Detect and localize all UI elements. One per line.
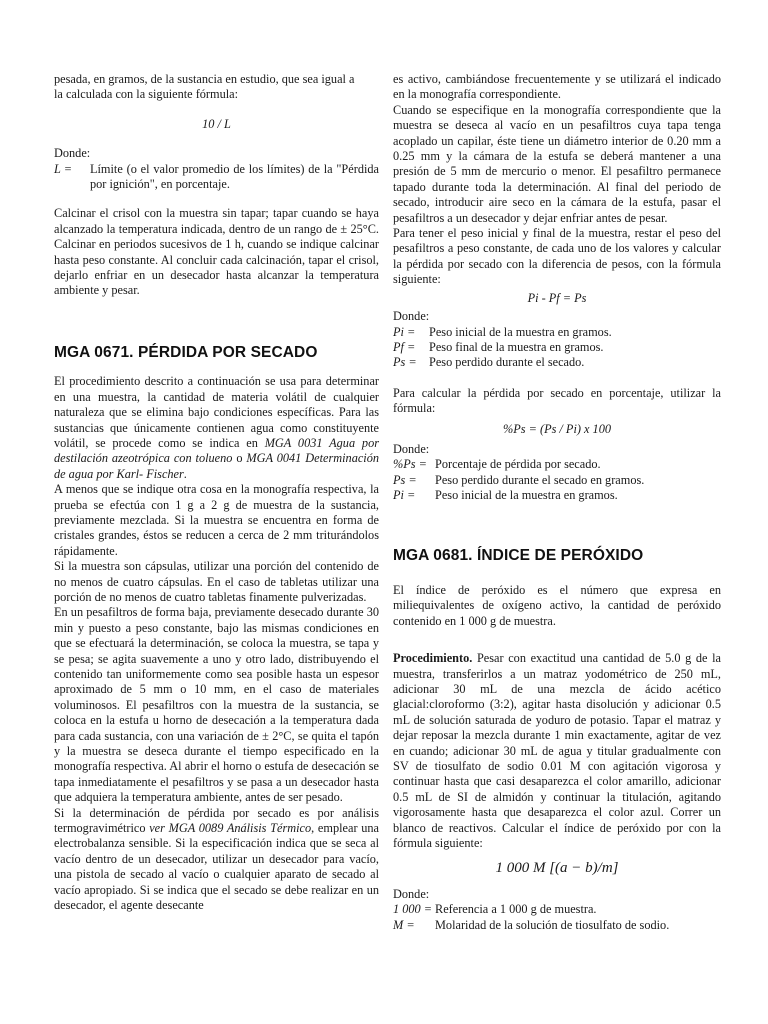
- section-heading-indice-peroxido: MGA 0681. ÍNDICE DE PERÓXIDO: [393, 546, 644, 564]
- paragraph-text: o: [232, 451, 247, 466]
- definition-symbol: Pf =: [393, 339, 416, 354]
- reference-mga-0031: MGA 0031 Agua por destilación azeotrópica con tolueno: [54, 435, 380, 466]
- reference-mga-0041: MGA 0041 Determinación de agua por Karl- Fischer: [54, 451, 380, 481]
- definition-symbol: Ps =: [393, 355, 417, 370]
- definition-row: [393, 918, 721, 933]
- definition-symbol: 1 000 =: [393, 902, 433, 917]
- right-column: [393, 72, 721, 933]
- definition-row: [393, 340, 721, 355]
- paragraph-muestra: A menos que se indique otra cosa en la monografía respectiva, la prueba se efectúa con 1 g a 2 g de muestra de la sustancia, previamente mezclada. Si la muestra se encuentra en forma de cristales grandes, éstos se reducen a cerca de 2 mm triturándolos rápidamente.: [54, 482, 379, 558]
- definition-row: [393, 902, 721, 917]
- definition-row: [393, 325, 721, 340]
- paragraph-pesafiltros: En un pesafiltros de forma baja, previamente desecado durante 30 min y puesto a peso constante, bajo las mismas condiciones en que se efectuará la determinación, se coloca la muestra, se tapa y se pesa; se agita suavemente a uno y otro lado, distribuyendo el contenido tan uniformemente como sea posible hasta un espesor aproximado de 5 mm o 10 mm, en el caso de materiales voluminosos. El pesafiltros con la muestra de la sustancia, se coloca en la estufa u horno de desecación a la temperatura dada para cada sustancia, con una variación de ± 2°C, se quita el tapón y la muestra se deseca durante el tiempo especificado en la monografía respectiva. Al abrir el horno o estufa de desecación se tapa inmediatamente el pesafiltros y se pasa a un desecador hasta que adquiera la temperatura ambiente, antes de ser pesado.: [54, 605, 379, 805]
- paragraph-procedimiento-peroxido: [393, 651, 721, 851]
- paragraph-text: , emplear una electrobalanza sensible. Si la especificación indica que se seca al vacío dentro de un desecador, utilizar un desecador para vacío, una pistola de secado al vacío o cualquier aparato de secado al vacío apropiado. Si se indica que el secado se debe realizar en un desecador, el agente desecante: [54, 821, 379, 913]
- definition-text: Peso perdido durante el secado en gramos.: [435, 472, 645, 487]
- donde-label: Donde:: [54, 146, 91, 161]
- left-column: [54, 72, 379, 914]
- paragraph-vacio: Cuando se especifique en la monografía correspondiente que la muestra se deseca al vacío en un pesafiltros cuya tapa tenga acoplado un capilar, éste tiene un diámetro interior de 0.20 mm a 0.25 mm y la cámara de la estufa se deberá mantener a una presión de 5 mm de mercurio o menor. El pesafiltro permanece tapado durante toda la determinación. Al final del periodo de secado, introducir aire seco en la cámara de la estufa, pasar el pesafiltros a un desecador y dejar enfriar antes de pesar.: [393, 102, 721, 225]
- definition-symbol: Pi =: [393, 324, 416, 339]
- definition-text: Peso inicial de la muestra en gramos.: [435, 488, 618, 503]
- definition-limit: [54, 162, 379, 193]
- reference-mga-0089: ver MGA 0089 Análisis Térmico: [149, 821, 312, 836]
- definitions-list-1: [393, 325, 721, 371]
- intro-line-2: la calculada con la siguiente fórmula:: [54, 87, 239, 102]
- definition-text: Peso inicial de la muestra en gramos.: [429, 324, 612, 339]
- formula-indice-peroxido: 1 000 M [(a − b)/m]: [495, 860, 619, 877]
- definition-symbol: %Ps =: [393, 457, 427, 472]
- paragraph-porcentaje: Para calcular la pérdida por secado en porcentaje, utilizar la fórmula:: [393, 385, 721, 416]
- paragraph-procedimiento: [54, 374, 379, 482]
- definition-text: Peso perdido durante el secado.: [429, 355, 585, 370]
- definitions-list-2: [393, 457, 721, 503]
- donde-label: Donde:: [393, 309, 430, 324]
- donde-label: Donde:: [393, 441, 430, 456]
- procedimiento-label: Procedimiento.: [393, 651, 473, 666]
- section-heading-perdida-secado: MGA 0671. PÉRDIDA POR SECADO: [54, 343, 318, 361]
- paragraph-capsulas: Si la muestra son cápsulas, utilizar una porción del contenido de no menos de cuatro cápsulas. En el caso de tabletas utilizar una porción de no menos de cuatro tabletas finamente pulverizadas.: [54, 559, 379, 604]
- paragraph-peso: Para tener el peso inicial y final de la muestra, restar el peso del pesafiltros a peso constante, de cada uno de los valores y calcular la pérdida por secado con la diferencia de pesos, con la fórmula siguiente:: [393, 226, 721, 287]
- formula-peso-perdido: Pi - Pf = Ps: [527, 290, 587, 305]
- definition-row: [393, 457, 721, 472]
- continued-paragraph: es activo, cambiándose frecuentemente y se utilizará el indicado en la monografía correspondiente.: [393, 72, 721, 102]
- definition-row: [393, 355, 721, 370]
- calcinar-paragraph: Calcinar el crisol con la muestra sin tapar; tapar cuando se haya alcanzado la temperatura indicada, dentro de un rango de ± 25°C. Calcinar en periodos sucesivos de 1 h, cuando se indique calcinar hasta peso constante. Al concluir cada calcinación, tapar el crisol, dejarlo enfriar en un desecador hasta alcanzar la temperatura ambiente y pesar.: [54, 206, 379, 298]
- paragraph-termogravimetrico: [54, 806, 379, 914]
- formula-porcentaje: %Ps = (Ps / Pi) x 100: [502, 421, 612, 436]
- formula-limit: 10 / L: [202, 116, 231, 131]
- definition-row: [393, 473, 721, 488]
- paragraph-text: .: [183, 466, 187, 481]
- donde-label: Donde:: [393, 886, 430, 901]
- definition-text: Referencia a 1 000 g de muestra.: [435, 902, 597, 917]
- paragraph-text: Si la determinación de pérdida por secado es por análisis termogravimétrico: [54, 805, 379, 836]
- paragraph-text: El procedimiento descrito a continuación se usa para determinar en una muestra, la cantidad de materia volátil de cualquier naturaleza que se elimina bajo condiciones específicas. Para las sustancias que únicamente contienen agua como constituyente volátil, se procede como se indica en: [54, 374, 379, 450]
- definition-symbol: Pi =: [393, 488, 416, 503]
- definition-symbol: Ps =: [393, 472, 417, 487]
- definitions-list-3: [393, 902, 721, 933]
- definition-row: [393, 488, 721, 503]
- paragraph-text: Pesar con exactitud una cantidad de 5.0 g de la muestra, transferirlos a un matraz yodométrico de 250 mL, adicionar 30 mL de una mezcla de ácido acético glacial:cloroformo (3:2), agitar hasta disolución y adicionar 0.5 mL de solución saturada de yoduro de potasio. Tapar el matraz y dejar reposar la mezcla durante 1 min exactamente, agitar de vez en cuando; adicionar 30 mL de agua y titular gradualmente con SV de tiosulfato de sodio 0.01 M con agitación vigorosa y continuar hasta que casi desaparezca el color amarillo, adicionar 0.5 mL de SI de almidón y continuar la titulación, agitando vigorosamente hasta que desaparezca el color azul. Correr un blanco de reactivos. Calcular el índice de peróxido por con la fórmula siguiente:: [393, 651, 721, 851]
- definition-symbol: L =: [54, 161, 72, 176]
- definition-symbol: M =: [393, 917, 415, 932]
- definition-text: Porcentaje de pérdida por secado.: [435, 457, 601, 472]
- definition-text: Molaridad de la solución de tiosulfato de sodio.: [435, 917, 670, 932]
- paragraph-indice: El índice de peróxido es el número que expresa en miliequivalentes de oxígeno activo, la cantidad de peróxido contenido en 1 000 g de muestra.: [393, 582, 721, 628]
- intro-line-1: pesada, en gramos, de la sustancia en estudio, que sea igual a: [54, 72, 355, 86]
- definition-text: Límite (o el valor promedio de los límites) de la "Pérdida por ignición", en porcentaje.: [90, 161, 379, 192]
- definition-text: Peso final de la muestra en gramos.: [429, 339, 604, 354]
